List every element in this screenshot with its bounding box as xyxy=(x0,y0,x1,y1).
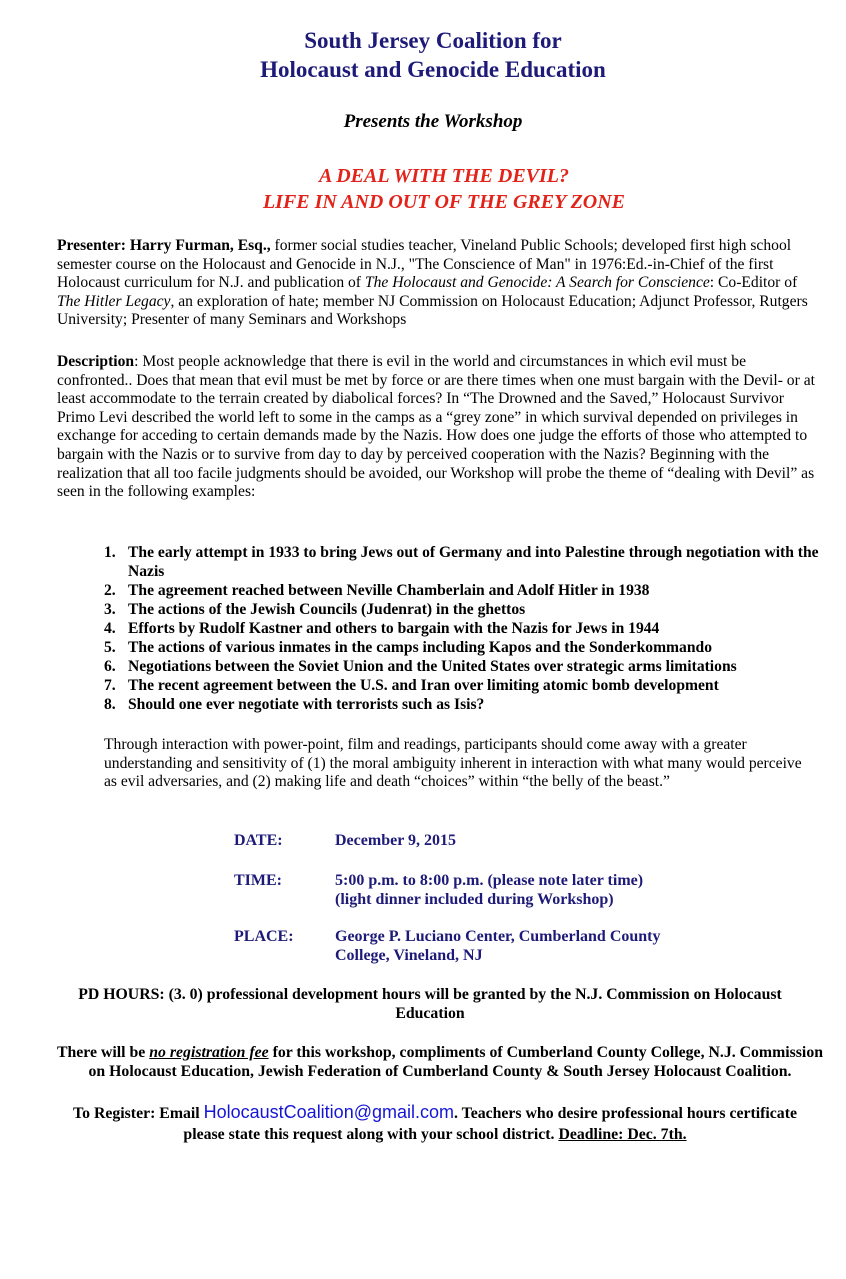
presenter-book-2: The Hitler Legacy xyxy=(57,292,171,310)
pd-hours-note: PD HOURS: (3. 0) professional development hours will be granted by the N.J. Commission on Holocaust Education xyxy=(78,986,782,1022)
examples-list xyxy=(104,543,824,714)
register-text: . Teachers who desire professional hours certificate please state this request along with your school district. xyxy=(183,1105,797,1143)
list-item-text: The early attempt in 1933 to bring Jews out of Germany and into Palestine through negotiation with the Nazis xyxy=(128,544,819,580)
org-line-1: South Jersey Coalition for xyxy=(304,28,562,53)
place-value-line-2: College, Vineland, NJ xyxy=(335,947,483,964)
email-link[interactable]: HolocaustCoalition@gmail.com xyxy=(203,1102,454,1122)
list-item-number: 3. xyxy=(104,601,116,618)
list-item-number: 2. xyxy=(104,582,116,599)
list-item-text: The actions of various inmates in the camps including Kapos and the Sonderkommando xyxy=(128,639,712,656)
date-label: DATE: xyxy=(234,832,283,849)
presenter-text-1: former social studies teacher, Vineland Public Schools; developed first high school semester course on the Holocaust and Genocide in N.J., "The Conscience of Man" in 1976:Ed.-in-Chief of the first Holocaust curriculum for N.J. and publication of xyxy=(57,237,792,292)
presenter-text-2: : Co-Editor of xyxy=(709,274,798,292)
list-item xyxy=(104,543,824,581)
list-item-number: 1. xyxy=(104,544,116,561)
time-label: TIME: xyxy=(234,872,282,889)
org-line-2: Holocaust and Genocide Education xyxy=(260,57,606,82)
fee-text-1: There will be xyxy=(56,1044,150,1061)
registration-fee-note xyxy=(50,1043,830,1081)
presenter-label: Presenter: Harry Furman, Esq., xyxy=(57,237,271,254)
list-item-text: Should one ever negotiate with terrorists such as Isis? xyxy=(128,696,485,713)
presents-line: Presents the Workshop xyxy=(343,111,523,132)
list-item-number: 8. xyxy=(104,696,116,713)
list-item-text: The agreement reached between Neville Chamberlain and Adolf Hitler in 1938 xyxy=(128,582,650,599)
organization-name xyxy=(0,26,846,84)
presenter-book-1: The Holocaust and Genocide: A Search for Conscience xyxy=(364,274,710,292)
closing-paragraph: Through interaction with power-point, film and readings, participants should come away with a greater understanding and sensitivity of (1) the moral ambiguity inherent in interaction with what many would perceive as evil adversaries, and (2) making life and death “choices” within “the belly of the beast.” xyxy=(104,736,802,791)
place-label: PLACE: xyxy=(234,928,294,945)
list-item xyxy=(104,600,824,619)
list-item xyxy=(104,638,824,657)
workshop-title-line-1: A DEAL WITH THE DEVIL? xyxy=(318,165,570,187)
place-value xyxy=(335,927,715,965)
list-item-number: 7. xyxy=(104,677,116,694)
list-item xyxy=(104,657,824,676)
fee-emphasis: no registration fee xyxy=(149,1044,269,1061)
workshop-title xyxy=(0,163,846,215)
list-item-text: Negotiations between the Soviet Union and the United States over strategic arms limitations xyxy=(128,658,737,675)
list-item xyxy=(104,695,824,714)
deadline-text: Deadline: Dec. 7th. xyxy=(558,1126,687,1143)
list-item xyxy=(104,676,824,695)
fee-text-2: for this workshop, compliments of Cumberland County College, N.J. Commission on Holocaust Education, Jewish Federation of Cumberland County & South Jersey Holocaust Coalition. xyxy=(88,1044,824,1080)
presenter-text-3: , an exploration of hate; member NJ Commission on Holocaust Education; Adjunct Professor, Rutgers University; Presenter of many Seminars and Workshops xyxy=(57,292,808,329)
list-item-text: The actions of the Jewish Councils (Judenrat) in the ghettos xyxy=(128,601,526,618)
register-label: To Register: Email xyxy=(73,1105,204,1122)
time-value xyxy=(335,871,715,909)
place-value-line-1: George P. Luciano Center, Cumberland County xyxy=(335,928,661,945)
list-item-text: The recent agreement between the U.S. and Iran over limiting atomic bomb development xyxy=(128,677,719,694)
register-note xyxy=(60,1102,810,1145)
description-label: Description xyxy=(57,353,135,370)
description-paragraph xyxy=(57,353,817,502)
list-item xyxy=(104,619,824,638)
presenter-paragraph xyxy=(57,237,817,330)
description-text: : Most people acknowledge that there is evil in the world and circumstances in which evil must be confronted.. Does that mean that evil must be met by force or are there times when one must bargain with the Devil- or at least accommodate to the terrain created by diabolical forces? In “The Drowned and the Saved,” Holocaust Survivor Primo Levi described the world left to some in the camps as a “grey zone” in which survival depended on privileges in exchange for acceding to certain demands made by the Nazis. How does one judge the efforts of those who attempted to bargain with the Nazis or to survive from day to day by perceived cooperation with the Nazis? Beginning with the realization that all too facile judgments should be avoided, our Workshop will probe the theme of “dealing with Devil” as seen in the following examples: xyxy=(57,353,815,501)
list-item-text: Efforts by Rudolf Kastner and others to bargain with the Nazis for Jews in 1944 xyxy=(128,620,660,637)
list-item xyxy=(104,581,824,600)
list-item-number: 5. xyxy=(104,639,116,656)
time-value-line-2: (light dinner included during Workshop) xyxy=(335,891,614,908)
workshop-title-line-2: LIFE IN AND OUT OF THE GREY ZONE xyxy=(262,191,626,213)
list-item-number: 6. xyxy=(104,658,116,675)
time-value-line-1: 5:00 p.m. to 8:00 p.m. (please note later time) xyxy=(335,872,644,889)
list-item-number: 4. xyxy=(104,620,116,637)
date-value: December 9, 2015 xyxy=(335,832,456,849)
